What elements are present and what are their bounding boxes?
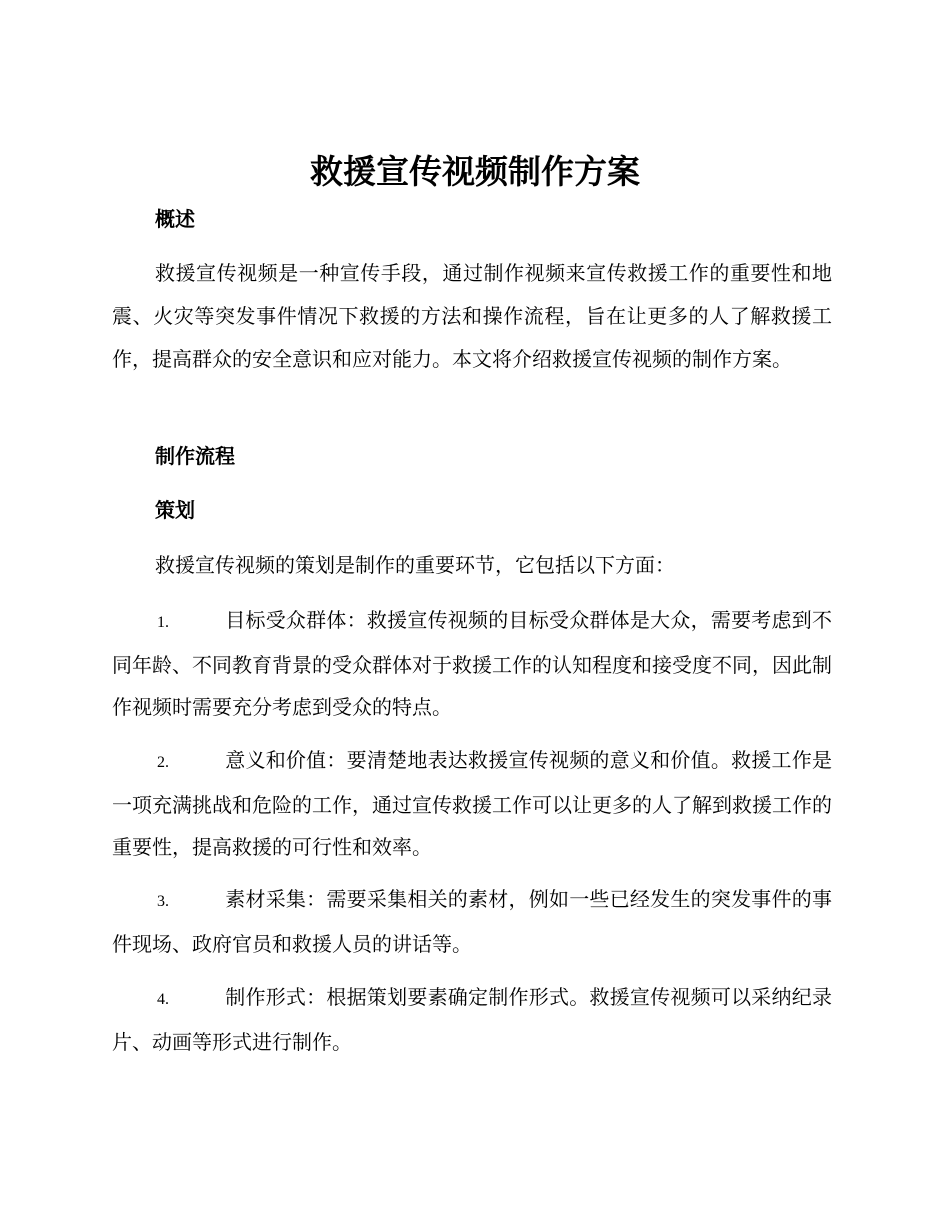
document-title: 救援宣传视频制作方案 [310, 152, 640, 191]
overview-heading: 概述 [155, 207, 195, 231]
list-item-number: 2. [157, 754, 169, 771]
list-item-number: 3. [157, 893, 169, 910]
list-item [112, 976, 832, 1063]
list-item-text: 素材采集：需要采集相关的素材，例如一些已经发生的突发事件的事件现场、政府官员和救援人员的讲话等。 [112, 887, 832, 956]
list-item-text: 目标受众群体：救援宣传视频的目标受众群体是大众，需要考虑到不同年龄、不同教育背景的受众群体对于救援工作的认知程度和接受度不同，因此制作视频时需要充分考虑到受众的特点。 [112, 608, 832, 719]
list-item-text: 意义和价值：要清楚地表达救援宣传视频的意义和价值。救援工作是一项充满挑战和危险的工作，通过宣传救援工作可以让更多的人了解到救援工作的重要性，提高救援的可行性和效率。 [112, 748, 832, 859]
process-heading: 制作流程 [155, 444, 235, 468]
list-item [112, 739, 832, 868]
list-item-text: 制作形式：根据策划要素确定制作形式。救援宣传视频可以采纳纪录片、动画等形式进行制作。 [112, 985, 832, 1054]
list-item [112, 599, 832, 728]
overview-paragraph: 救援宣传视频是一种宣传手段，通过制作视频来宣传救援工作的重要性和地震、火灾等突发事件情况下救援的方法和操作流程，旨在让更多的人了解救援工作，提高群众的安全意识和应对能力。本文将介绍救援宣传视频的制作方案。 [112, 261, 832, 371]
planning-heading: 策划 [155, 498, 195, 522]
planning-intro-paragraph: 救援宣传视频的策划是制作的重要环节，它包括以下方面： [155, 553, 675, 577]
list-item-number: 4. [157, 991, 169, 1008]
list-item [112, 878, 832, 965]
list-item-number: 1. [157, 614, 169, 631]
